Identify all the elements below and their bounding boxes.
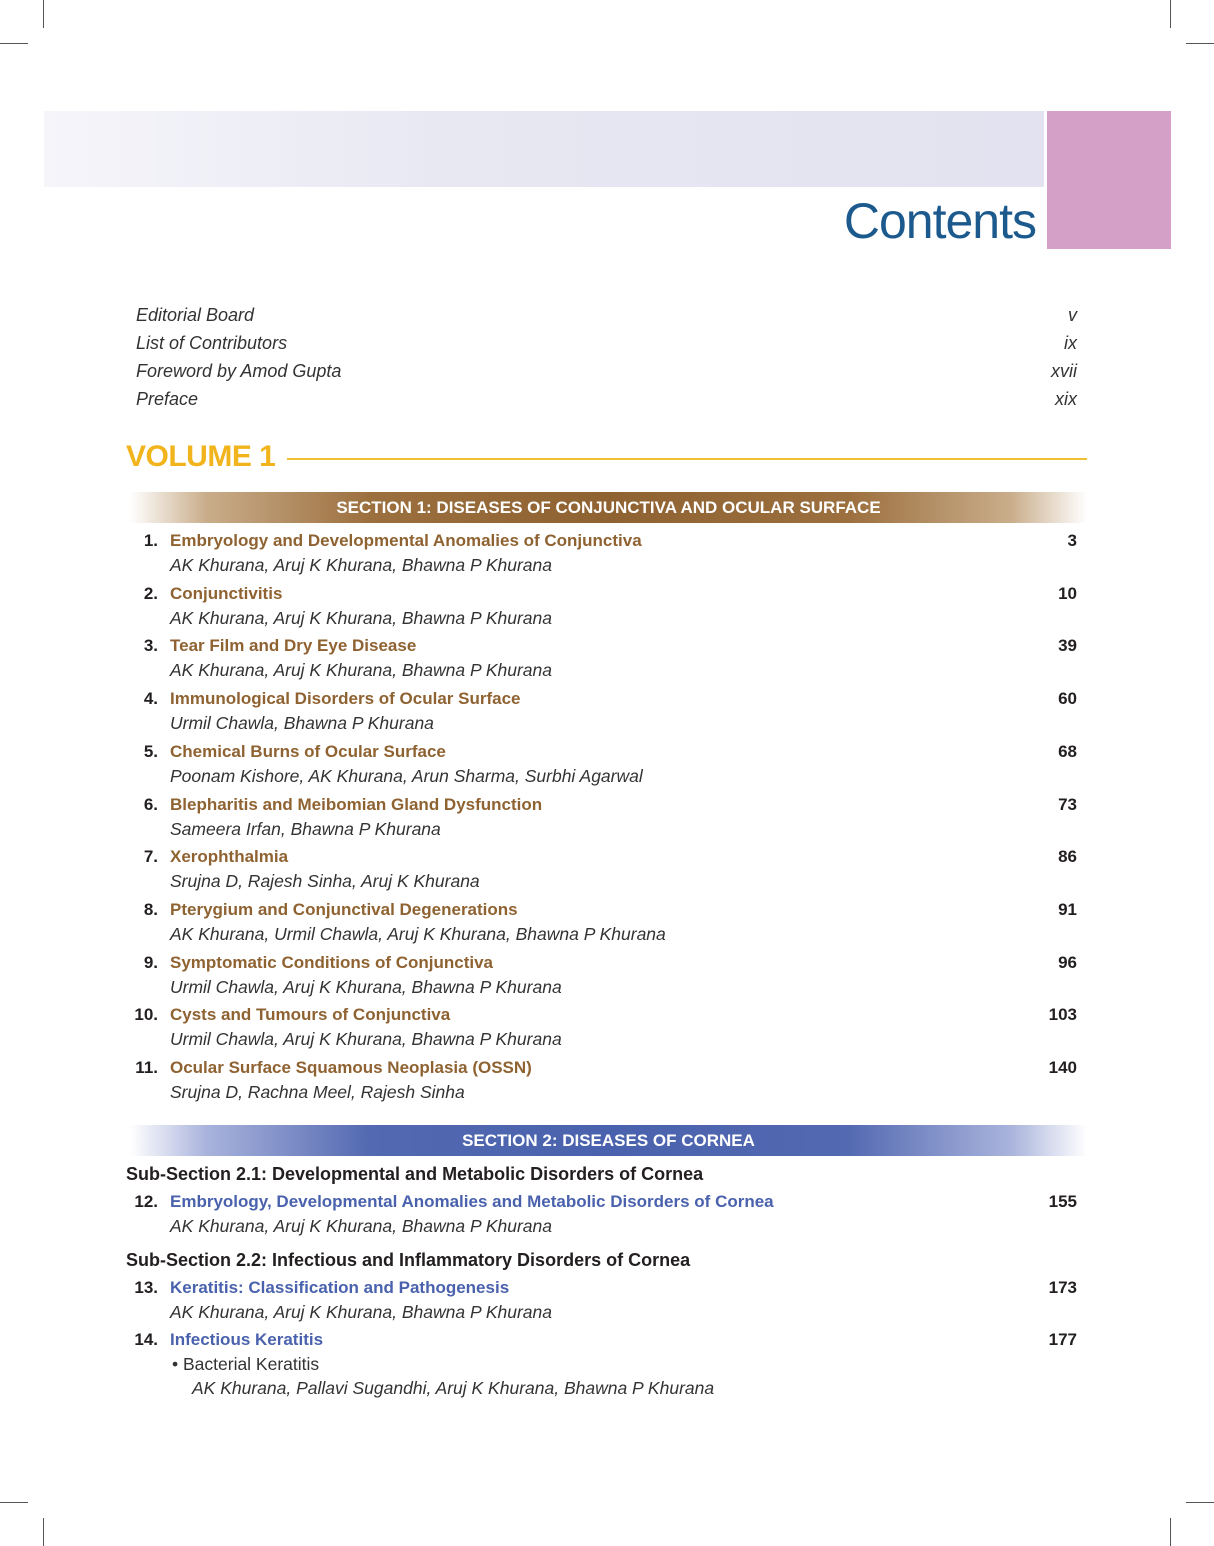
subsection-2-1-heading: Sub-Section 2.1: Developmental and Metabolic Disorders of Cornea <box>126 1164 704 1184</box>
crop-mark <box>1170 1518 1171 1546</box>
chapter-number: 2. <box>143 584 158 603</box>
chapter-title-link[interactable]: Tear Film and Dry Eye Disease <box>170 636 417 655</box>
volume-heading: VOLUME 1 <box>126 440 276 473</box>
chapter-page: 177 <box>1048 1330 1077 1349</box>
chapter-number: 7. <box>143 847 158 866</box>
section-1-header: SECTION 1: DISEASES OF CONJUNCTIVA AND OCULAR SURFACE <box>130 492 1087 523</box>
chapter-title-link[interactable]: Keratitis: Classification and Pathogenesis <box>170 1278 510 1297</box>
chapter-page: 3 <box>1067 531 1077 550</box>
chapter-number: 5. <box>143 742 158 761</box>
crop-mark <box>43 1518 44 1546</box>
crop-mark <box>1186 43 1214 44</box>
chapter-authors: Poonam Kishore, AK Khurana, Arun Sharma, Surbhi Agarwal <box>170 766 643 786</box>
crop-mark <box>43 0 44 28</box>
chapter-title-link[interactable]: Embryology, Developmental Anomalies and Metabolic Disorders of Cornea <box>170 1192 774 1211</box>
chapter-title-link[interactable]: Embryology and Developmental Anomalies of Conjunctiva <box>170 531 642 550</box>
chapter-page: 96 <box>1058 953 1077 972</box>
front-matter-page: ix <box>1064 333 1077 353</box>
chapter-authors: Urmil Chawla, Bhawna P Khurana <box>170 713 434 733</box>
chapter-number: 8. <box>143 900 158 919</box>
chapter-authors: AK Khurana, Urmil Chawla, Aruj K Khurana, Bhawna P Khurana <box>170 924 666 944</box>
chapter-title-link[interactable]: Xerophthalmia <box>170 847 289 866</box>
chapter-authors: Urmil Chawla, Aruj K Khurana, Bhawna P Khurana <box>170 977 562 997</box>
crop-mark <box>0 43 28 44</box>
chapter-title-link[interactable]: Blepharitis and Meibomian Gland Dysfunction <box>170 795 543 814</box>
header-band <box>44 111 1044 187</box>
chapter-page: 60 <box>1058 689 1077 708</box>
crop-mark <box>0 1502 28 1503</box>
chapter-authors: AK Khurana, Aruj K Khurana, Bhawna P Khurana <box>170 1302 553 1322</box>
chapter-page: 155 <box>1048 1192 1077 1211</box>
chapter-title-link[interactable]: Symptomatic Conditions of Conjunctiva <box>170 953 494 972</box>
chapter-number: 11. <box>135 1058 158 1077</box>
chapter-title-link[interactable]: Pterygium and Conjunctival Degenerations <box>170 900 518 919</box>
chapter-number: 3. <box>143 636 158 655</box>
chapter-page: 103 <box>1048 1005 1077 1024</box>
page-title: Contents <box>843 193 1036 249</box>
chapter-authors: AK Khurana, Pallavi Sugandhi, Aruj K Khurana, Bhawna P Khurana <box>192 1378 715 1398</box>
chapter-number: 12. <box>134 1192 158 1211</box>
chapter-number: 1. <box>143 531 158 550</box>
front-matter-item[interactable]: List of Contributors <box>136 333 288 353</box>
chapter-title-link[interactable]: Infectious Keratitis <box>170 1330 324 1349</box>
front-matter-page: v <box>1068 305 1077 325</box>
chapter-page: 68 <box>1058 742 1077 761</box>
chapter-authors: Sameera Irfan, Bhawna P Khurana <box>170 819 441 839</box>
chapter-number: 9. <box>143 953 158 972</box>
crop-mark <box>1186 1502 1214 1503</box>
front-matter-item[interactable]: Foreword by Amod Gupta <box>136 361 342 381</box>
front-matter-page: xix <box>1055 389 1077 409</box>
chapter-page: 39 <box>1058 636 1077 655</box>
chapter-page: 73 <box>1058 795 1077 814</box>
chapter-page: 10 <box>1058 584 1077 603</box>
front-matter-item[interactable]: Preface <box>136 389 199 409</box>
chapter-authors: AK Khurana, Aruj K Khurana, Bhawna P Khurana <box>170 555 553 575</box>
chapter-number: 10. <box>134 1005 158 1024</box>
chapter-authors: AK Khurana, Aruj K Khurana, Bhawna P Khurana <box>170 1216 553 1236</box>
chapter-authors: Urmil Chawla, Aruj K Khurana, Bhawna P Khurana <box>170 1029 562 1049</box>
chapter-authors: AK Khurana, Aruj K Khurana, Bhawna P Khurana <box>170 608 553 628</box>
chapter-authors: AK Khurana, Aruj K Khurana, Bhawna P Khurana <box>170 660 553 680</box>
chapter-title-link[interactable]: Immunological Disorders of Ocular Surface <box>170 689 521 708</box>
header-accent-block <box>1047 111 1171 249</box>
chapter-page: 140 <box>1048 1058 1077 1077</box>
chapter-title-link[interactable]: Chemical Burns of Ocular Surface <box>170 742 446 761</box>
chapter-authors: Srujna D, Rachna Meel, Rajesh Sinha <box>170 1082 465 1102</box>
chapter-title-link[interactable]: Cysts and Tumours of Conjunctiva <box>170 1005 451 1024</box>
section-2-header: SECTION 2: DISEASES OF CORNEA <box>130 1125 1087 1156</box>
chapter-title-link[interactable]: Ocular Surface Squamous Neoplasia (OSSN) <box>170 1058 532 1077</box>
chapter-number: 13. <box>134 1278 158 1297</box>
subsection-2-2-heading: Sub-Section 2.2: Infectious and Inflammatory Disorders of Cornea <box>126 1250 691 1270</box>
front-matter-item[interactable]: Editorial Board <box>136 305 255 325</box>
front-matter-page: xvii <box>1051 361 1077 381</box>
chapter-title-link[interactable]: Conjunctivitis <box>170 584 283 603</box>
chapter-page: 86 <box>1058 847 1077 866</box>
chapter-bullet-item: • Bacterial Keratitis <box>172 1354 320 1374</box>
chapter-number: 4. <box>143 689 158 708</box>
volume-rule <box>287 458 1087 460</box>
chapter-number: 6. <box>143 795 158 814</box>
crop-mark <box>1170 0 1171 28</box>
chapter-authors: Srujna D, Rajesh Sinha, Aruj K Khurana <box>170 871 480 891</box>
chapter-page: 173 <box>1048 1278 1077 1297</box>
chapter-number: 14. <box>134 1330 158 1349</box>
chapter-page: 91 <box>1058 900 1077 919</box>
